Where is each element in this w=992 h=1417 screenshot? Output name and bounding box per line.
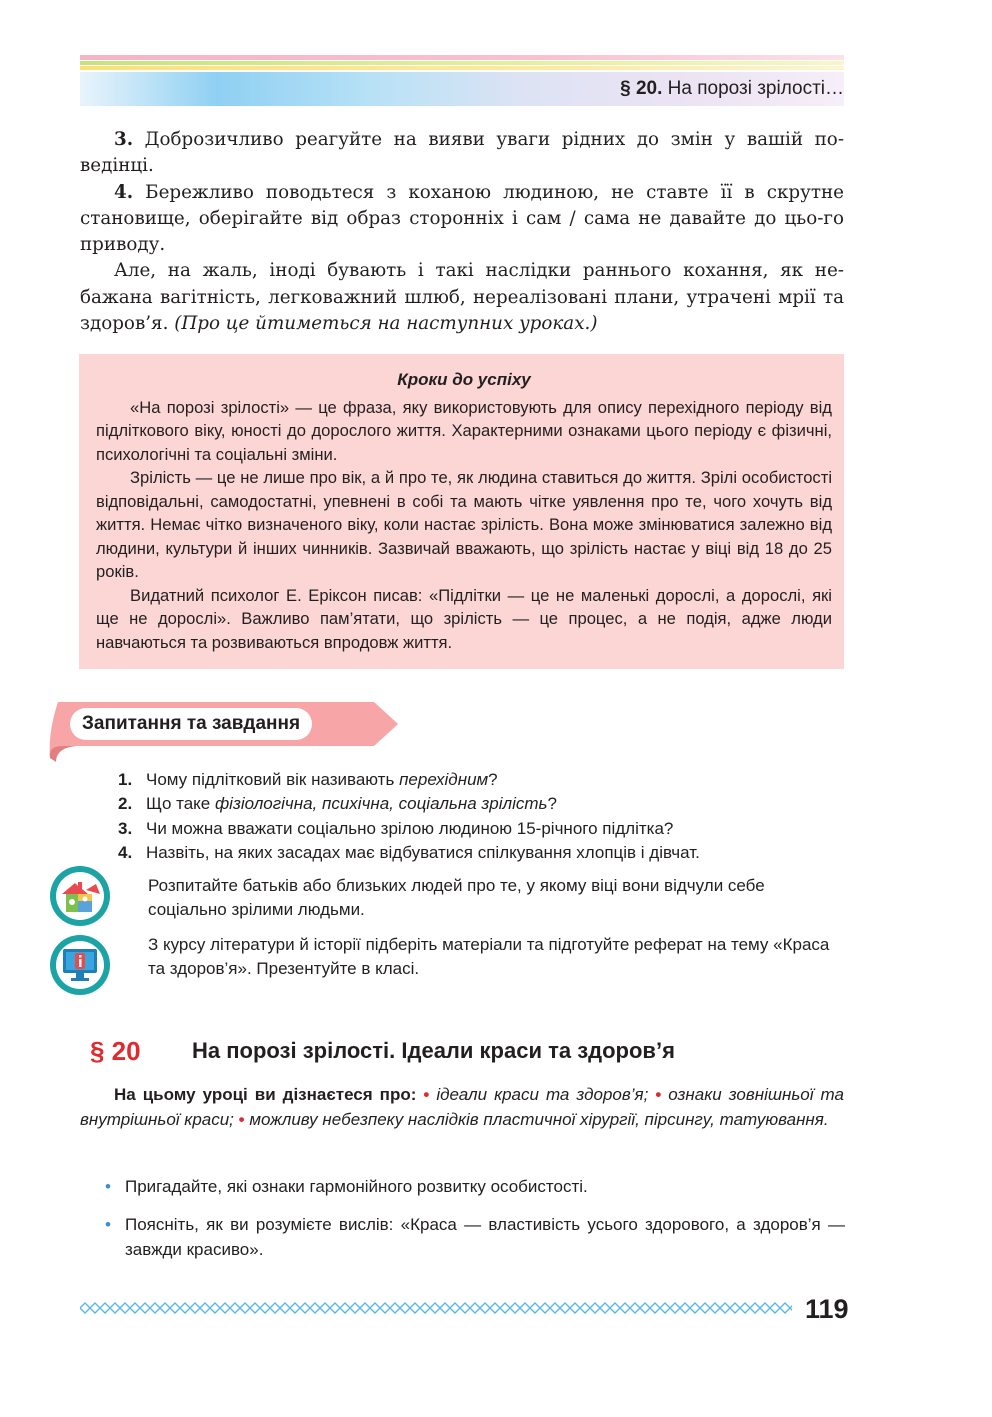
question-item [118,817,848,841]
footer-decor [80,1301,792,1315]
paragraph-5 [80,258,844,337]
family-task-icon [48,864,112,928]
paragraph-text: Доброзичливо реагуйте на вияви уваги рідних до змін у вашій по-ведінці. [80,129,844,177]
info-task-text: З курсу літератури й історії підберіть матеріали та підготуйте реферат на тему «Краса та здоров’я». Презентуйте в класі. [148,935,830,979]
success-box-paragraph: Видатний психолог Е. Еріксон писав: «Підлітки — це не маленькі дорослі, а дорослі, які ще не дорослі». Важливо пам’ятати, що зрілість — це процес, а не подія, адже люди навчаються та розвиваються впродовж життя. [96,585,832,652]
bullet-dot: • [238,1109,245,1129]
item-number: 4. [114,181,134,203]
warmup-text: Пригадайте, які ознаки гармонійного розвитку особистості. [125,1177,588,1196]
question-text-part: Чи можна вважати соціально зрілою людиною 15-річного підлітка? [146,818,674,838]
question-text [146,841,700,865]
warmup-bullet [105,1212,845,1262]
paragraph-3 [80,127,844,180]
paragraph-4 [80,180,844,259]
question-item [118,792,848,816]
success-box-title: Кроки до успіху [397,370,531,389]
success-box-paragraph: «На порозі зрілості» — це фраза, яку використовують для опису перехідного періоду від підліткового віку, юності до дорослого життя. Характерними ознаками цього періоду є фізичні, психологічні та соціальні зміни. [96,397,832,464]
question-text-part: ? [547,794,557,814]
paragraph-text: Бережливо поводьтеся з коханою людиною, не ставте її в скрутне становище, оберігайте від образ сторонніх і сам / сама не давайте до цьо-го приводу. [80,181,844,256]
question-emphasis: фізіологічна, психічна, соціальна зрілість [214,794,548,814]
objective-item: ідеали краси та здоров’я; [436,1085,649,1104]
paragraph-text: Але, на жаль, іноді бувають і такі наслідки раннього кохання, як не-бажана вагітність, легковажний шлюб, нереалізовані плани, утрачені мрії та здоров’я. [80,260,844,335]
running-header [620,78,844,100]
item-number: 3. [114,129,134,150]
question-text-part: Чому підлітковий вік називають [146,770,400,789]
question-text-part: Що таке [146,794,215,814]
question-number: 2. [118,794,133,814]
question-item [118,768,848,792]
family-task-text: Розпитайте батьків або близьких людей про те, у якому віці вони відчули себе соціально зрілими людьми. [148,876,765,920]
question-text-part: Назвіть, на яких засадах має відбуватися спілкування хлопців і дівчат. [146,842,700,862]
warmup-bullet [105,1174,845,1199]
question-text [146,817,673,841]
info-monitor-icon [48,933,112,997]
body-text [80,127,844,337]
question-emphasis: перехідним [399,770,489,789]
question-number: 4. [118,842,133,862]
section-number: § 20 [90,1036,141,1066]
question-text-part: ? [488,770,498,789]
bullet-mark: • [105,1215,111,1234]
objectives-lead: На цьому уроці ви дізнаєтеся про: [114,1085,417,1104]
header-title: На порозі зрілості… [667,78,844,99]
success-box-paragraph: Зрілість — це не лише про вік, а й про те, як людина ставиться до життя. Зрілі особистості відповідальні, самодостатні, упевнені в собі та мають чітке уявлення про те, чого хочуть від життя. Немає чітко визначеного віку, коли настає зрілість. Вона може змінюватися залежно від людини, культури й інших чинників. Зазвичай вважають, що зрілість настає у віці від 18 до 25 років. [96,468,832,581]
bullet-dot: • [423,1085,430,1104]
header-section-mark: § 20. [620,78,663,99]
question-item [118,841,848,865]
questions-list [118,768,848,865]
success-box [79,354,844,669]
question-number: 1. [118,770,133,789]
section-title: На порозі зрілості. Ідеали краси та здоров’я [192,1038,675,1063]
question-text [146,792,557,816]
bullet-dot: • [655,1085,662,1104]
page-number: 119 [805,1294,849,1324]
question-text [146,768,498,792]
objective-item: можливу небезпеку наслідків пластичної хірургії, пірсингу, татуювання. [249,1109,829,1129]
lesson-objectives [80,1083,844,1132]
bullet-mark: • [105,1177,111,1196]
question-number: 3. [118,818,133,838]
objective-item: ознаки зовнішньої та внутрішньої краси; [80,1085,844,1129]
warmup-text: Поясніть, як ви розумієте вислів: «Краса — властивість усього здорового, а здоров’я — завжди красиво». [125,1215,845,1259]
paragraph-note: (Про це йтиметься на наступних уроках.) [174,313,598,335]
questions-heading: Запитання та завдання [70,708,312,740]
